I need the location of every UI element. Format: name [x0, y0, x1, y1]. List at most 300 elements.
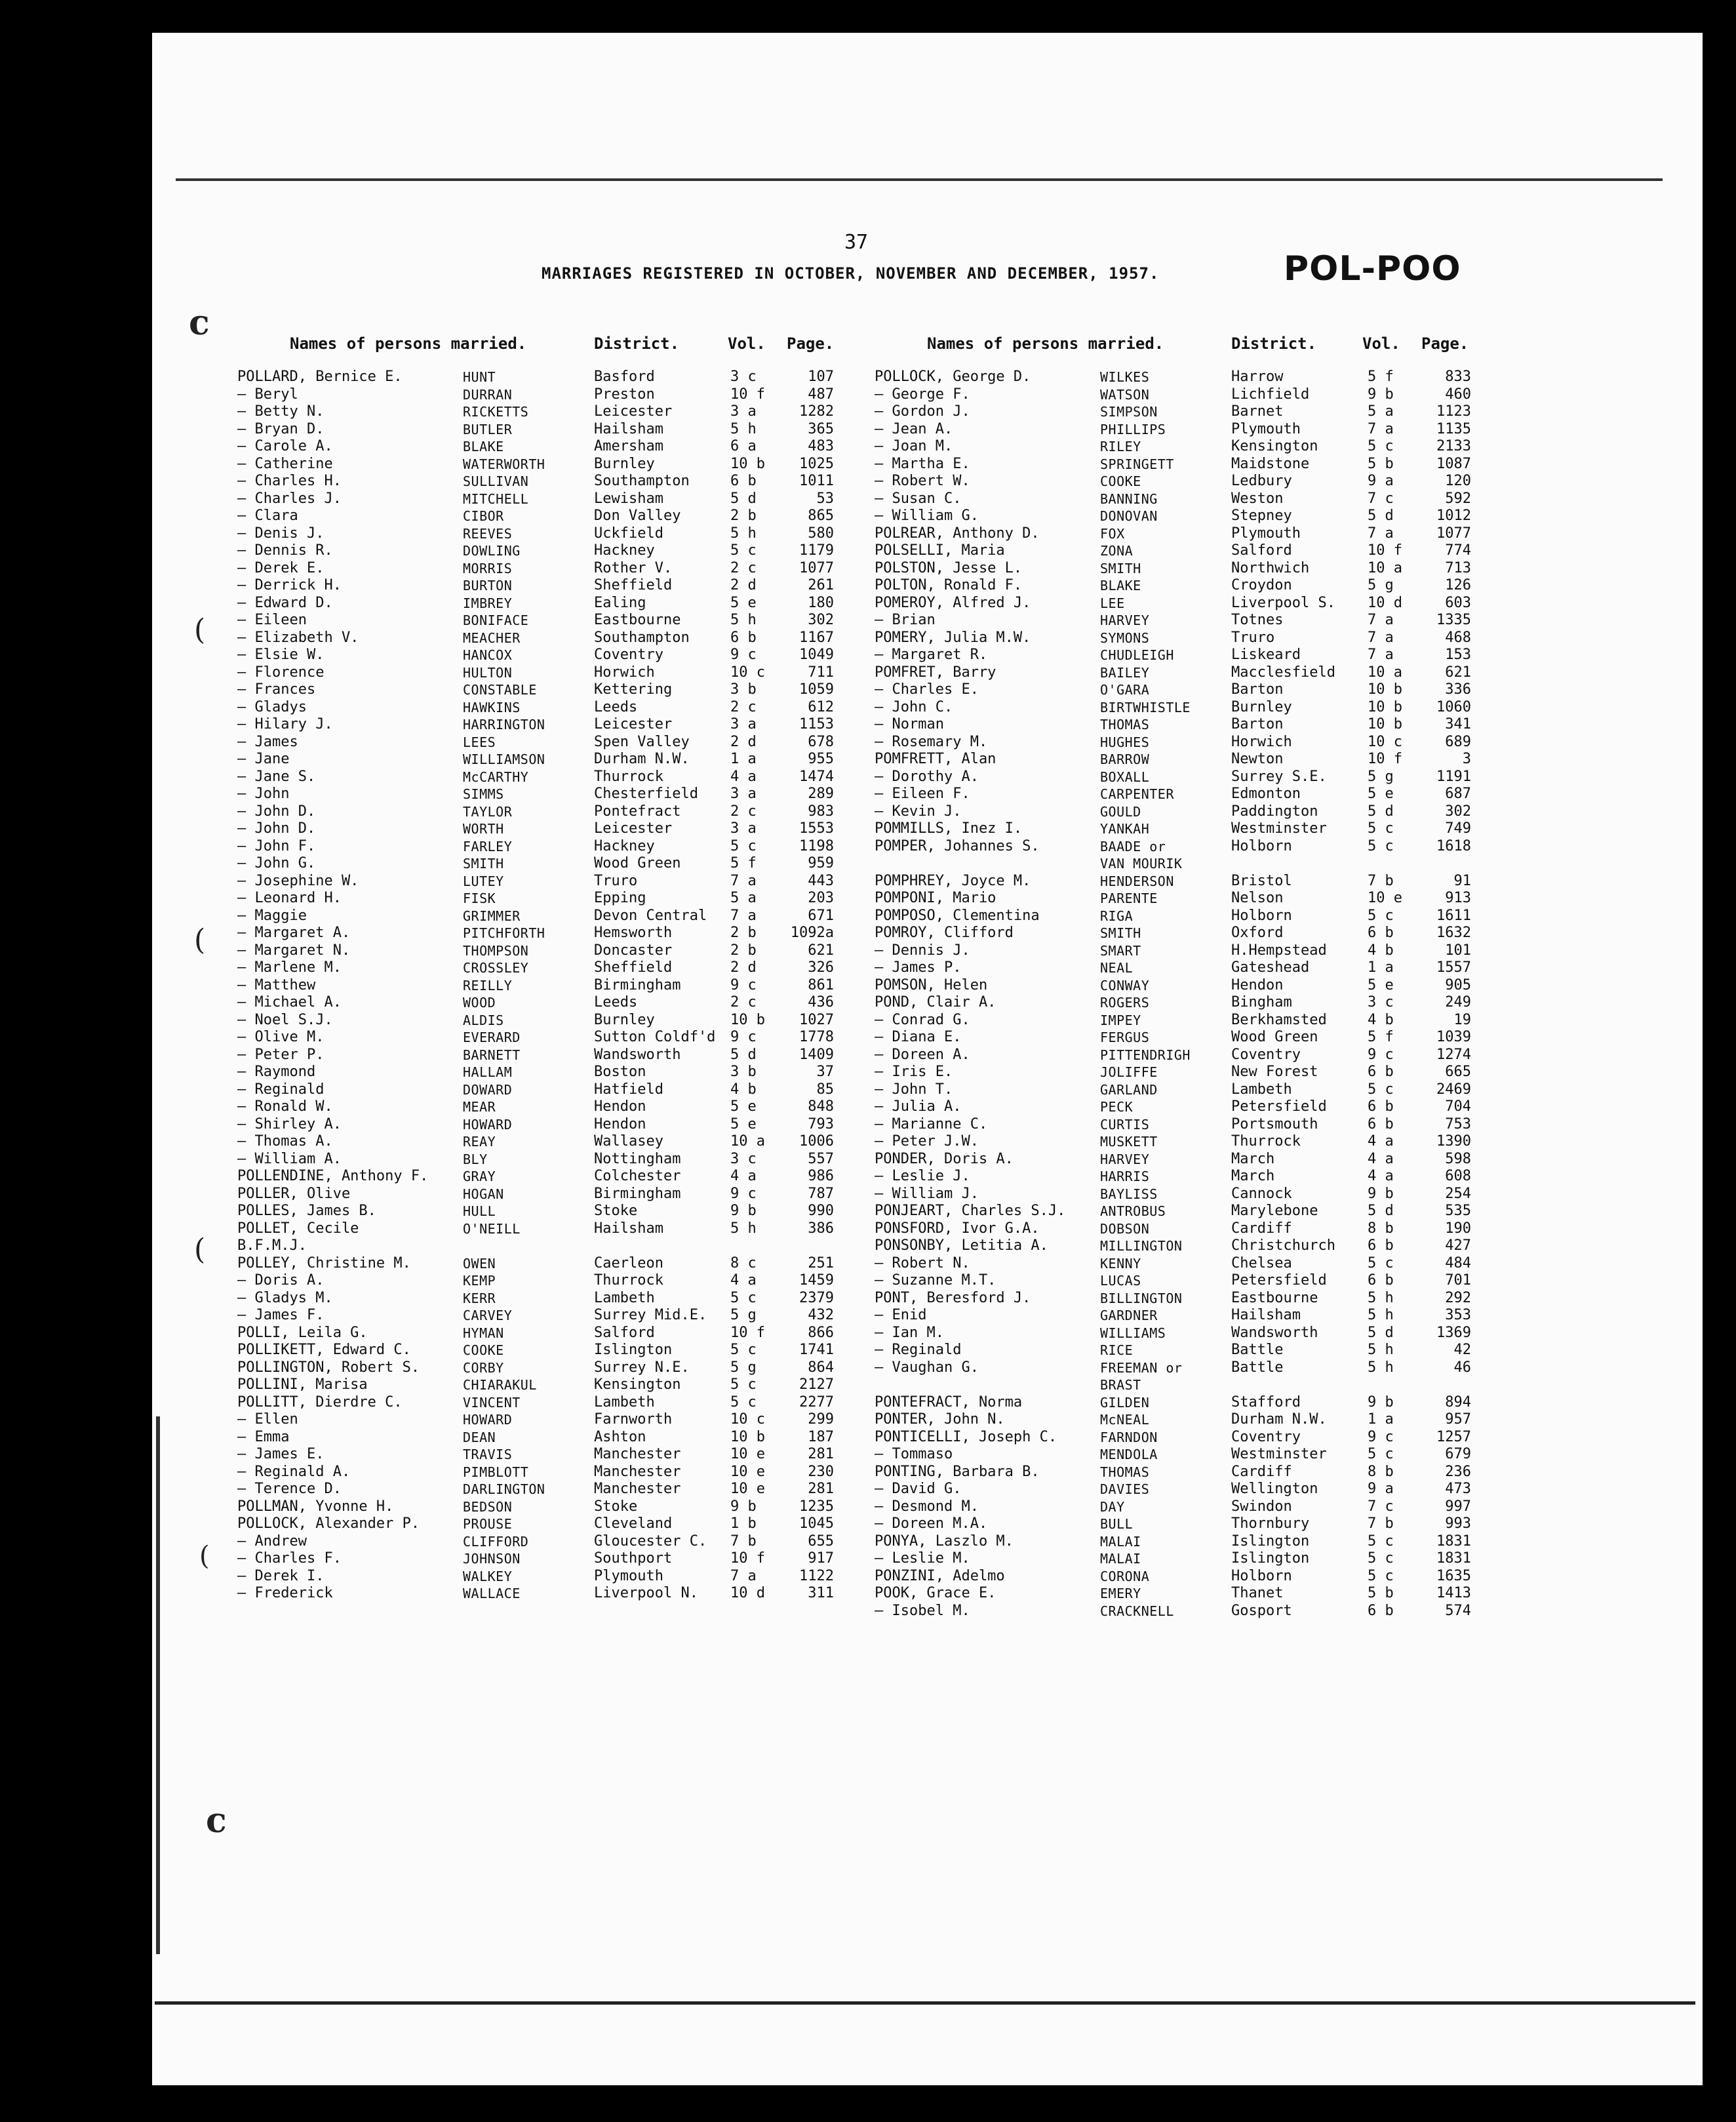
entry-spouse-surname: RIGA [1100, 908, 1134, 924]
entry-name: — Florence [237, 664, 325, 681]
register-entry [237, 769, 840, 786]
entry-volume: 10 b [1368, 681, 1402, 698]
entry-volume: 5 f [730, 855, 757, 871]
entry-name: — Jane [237, 751, 290, 767]
entry-volume: 10 b [1368, 698, 1402, 715]
entry-page: 612 [808, 698, 834, 715]
entry-page: 353 [1445, 1307, 1471, 1323]
entry-page: 251 [808, 1254, 834, 1271]
entry-page: 336 [1445, 681, 1471, 698]
register-entry [875, 490, 1478, 508]
entry-name: — John C. [875, 698, 953, 715]
entry-volume: 5 d [1368, 1324, 1394, 1341]
entry-page: 1087 [1436, 455, 1471, 472]
entry-district: Holborn [1231, 1567, 1292, 1584]
entry-name: — Diana E. [875, 1029, 962, 1045]
entry-volume: 2 c [730, 994, 757, 1011]
entry-volume: 10 e [730, 1481, 765, 1497]
entry-volume: 7 a [1368, 647, 1394, 663]
entry-page: 1153 [799, 716, 834, 732]
register-entry [875, 1342, 1478, 1359]
entry-name: — Gladys M. [237, 1289, 333, 1306]
entry-spouse-surname: WATSON [1100, 386, 1150, 403]
entry-district: Croydon [1231, 577, 1292, 593]
entry-volume: 5 c [730, 1393, 757, 1411]
entry-district: Hemsworth [594, 925, 673, 941]
entry-district: Harrow [1231, 369, 1284, 385]
entry-name: — Derek E. [237, 559, 325, 576]
entry-spouse-surname: CARPENTER [1100, 786, 1174, 802]
entry-name: — Edward D. [237, 594, 333, 611]
entry-district: Hackney [594, 837, 655, 854]
entry-name: — Reginald [875, 1342, 962, 1358]
entry-page: 19 [1453, 1011, 1471, 1028]
entry-volume: 7 b [730, 1532, 757, 1550]
entry-page: 861 [808, 976, 834, 993]
register-entry [875, 1012, 1478, 1030]
entry-district: Stoke [594, 1203, 638, 1219]
entry-district: Manchester [594, 1481, 681, 1497]
register-entry [875, 1133, 1478, 1151]
entry-name: POLREAR, Anthony D. [875, 525, 1040, 542]
register-entry [875, 855, 1478, 873]
entry-district: Horwich [594, 664, 655, 681]
entry-page: 427 [1445, 1237, 1471, 1254]
entry-spouse-surname: NEAL [1100, 960, 1134, 976]
entry-district: Barton [1231, 716, 1284, 732]
entry-district: Rother V. [594, 559, 673, 576]
entry-spouse-surname: BIRTWHISTLE [1100, 699, 1191, 715]
register-entry [237, 1290, 840, 1308]
entry-name: POMERY, Julia M.W. [875, 629, 1031, 646]
entry-spouse-surname: SMART [1100, 942, 1141, 959]
entry-page: 203 [808, 890, 834, 906]
register-entry [875, 890, 1478, 908]
entry-page: 865 [808, 508, 834, 524]
entry-district: Paddington [1231, 803, 1318, 820]
entry-volume: 6 a [730, 438, 757, 454]
register-entry [237, 403, 840, 421]
entry-volume: 1 a [730, 751, 757, 767]
entry-name: — Ronald W. [237, 1098, 333, 1115]
register-entry [237, 1342, 840, 1359]
register-entry [875, 769, 1478, 786]
entry-volume: 5 g [1368, 768, 1394, 785]
entry-page: 753 [1445, 1115, 1471, 1132]
entry-district: Kensington [594, 1376, 681, 1393]
entry-district: Surrey S.E. [1231, 768, 1327, 785]
entry-name: PONTEFRACT, Norma [875, 1393, 1023, 1411]
entry-page: 484 [1445, 1254, 1471, 1271]
register-entry [875, 820, 1478, 838]
entry-name: — Susan C. [875, 490, 962, 507]
entry-volume: 5 h [730, 1220, 757, 1237]
entry-volume: 2 d [730, 577, 757, 593]
register-entry [875, 1568, 1478, 1586]
register-entry [875, 1237, 1478, 1255]
entry-spouse-surname: RICKETTS [463, 404, 529, 420]
entry-volume: 4 a [1368, 1133, 1394, 1150]
entry-page: 833 [1445, 369, 1471, 385]
register-entry [875, 386, 1478, 404]
entry-district: Manchester [594, 1463, 681, 1480]
entry-spouse-surname: BAYLISS [1100, 1186, 1158, 1202]
register-entry [237, 890, 840, 908]
register-entry [875, 994, 1478, 1012]
entry-district: Spen Valley [594, 733, 690, 750]
entry-page: 986 [808, 1168, 834, 1184]
register-entry [875, 1290, 1478, 1308]
entry-district: Lichfield [1231, 386, 1310, 403]
entry-volume: 6 b [1368, 1237, 1394, 1254]
entry-name: — Enid [875, 1307, 927, 1323]
entry-volume: 7 b [1368, 1515, 1394, 1532]
entry-spouse-surname: HOWARD [463, 1412, 513, 1428]
register-entry [875, 1116, 1478, 1134]
entry-spouse-surname: PITCHFORTH [463, 925, 545, 941]
entry-spouse-surname: BLY [463, 1151, 488, 1167]
entry-page: 1335 [1436, 612, 1471, 628]
entry-district: Colchester [594, 1168, 681, 1184]
entry-district: Hackney [594, 542, 655, 559]
entry-district: Leeds [594, 994, 638, 1011]
header-district: District. [594, 334, 680, 353]
entry-name: — Derek I. [237, 1567, 325, 1584]
entry-spouse-surname: DAVIES [1100, 1481, 1150, 1497]
entry-name: — Bryan D. [237, 420, 325, 437]
entry-spouse-surname: LUTEY [463, 873, 504, 889]
entry-name: PONDER, Doris A. [875, 1150, 1014, 1167]
entry-district: Edmonton [1231, 786, 1301, 802]
entry-spouse-surname: ANTROBUS [1100, 1203, 1166, 1219]
register-entry [237, 1515, 840, 1533]
entry-page: 326 [808, 959, 834, 976]
entry-name: — Isobel M. [875, 1602, 970, 1619]
entry-spouse-surname: LEE [1100, 595, 1125, 611]
entry-spouse-surname: VAN MOURIK [1100, 856, 1183, 871]
page-title: MARRIAGES REGISTERED IN OCTOBER, NOVEMBER AND DECEMBER, 1957. [542, 264, 1160, 283]
entry-name: — Vaughan G. [875, 1359, 979, 1376]
entry-volume: 1 a [1368, 1411, 1394, 1428]
entry-spouse-surname: KENNY [1100, 1255, 1141, 1271]
entry-volume: 5 h [730, 612, 757, 628]
register-entry [237, 630, 840, 647]
entry-spouse-surname: DARLINGTON [463, 1481, 545, 1497]
entry-name: — John D. [237, 803, 316, 820]
entry-spouse-surname: ROGERS [1100, 995, 1150, 1011]
entry-volume: 10 c [730, 1411, 765, 1428]
entry-spouse-surname: ALDIS [463, 1012, 504, 1028]
header-names: Names of persons married. [927, 334, 1164, 353]
register-entry [237, 1168, 840, 1186]
entry-district: Eastbourne [1231, 1289, 1318, 1306]
entry-name: — Carole A. [237, 438, 333, 454]
entry-district: Totnes [1231, 612, 1284, 628]
entry-page: 1831 [1436, 1532, 1471, 1550]
entry-spouse-surname: WILKES [1100, 369, 1150, 385]
register-entry [237, 1012, 840, 1030]
entry-spouse-surname: HYMAN [463, 1325, 504, 1341]
punch-mark: c [206, 1801, 227, 1841]
entry-page: 468 [1445, 629, 1471, 646]
entry-volume: 5 c [1368, 1532, 1394, 1550]
entry-district: Burnley [1231, 698, 1292, 715]
entry-volume: 4 a [730, 1272, 757, 1289]
entry-district: Kensington [1231, 438, 1318, 454]
entry-page: 341 [1445, 716, 1471, 732]
entry-spouse-surname: WALLACE [463, 1586, 521, 1601]
entry-name: — Emma [237, 1428, 290, 1445]
register-entry [875, 1272, 1478, 1290]
entry-name: — Gordon J. [875, 403, 970, 420]
entry-page: 959 [808, 855, 834, 871]
entry-page: 1459 [799, 1272, 834, 1289]
register-entry [237, 508, 840, 525]
register-entry [875, 664, 1478, 682]
entry-spouse-surname: WATERWORTH [463, 456, 545, 472]
entry-spouse-surname: BAILEY [1100, 664, 1150, 681]
register-entry [875, 1464, 1478, 1481]
register-entry [237, 421, 840, 439]
entry-volume: 5 h [730, 525, 757, 542]
entry-page: 704 [1445, 1098, 1471, 1115]
entry-volume: 5 c [1368, 820, 1394, 837]
entry-page: 1011 [799, 473, 834, 489]
entry-volume: 5 f [1368, 369, 1394, 385]
register-entry [237, 1186, 840, 1203]
entry-page: 1135 [1436, 420, 1471, 437]
entry-district: Cannock [1231, 1185, 1292, 1202]
entry-volume: 2 d [730, 733, 757, 750]
entry-name: — Jean A. [875, 420, 953, 437]
entry-spouse-surname: JOLIFFE [1100, 1064, 1158, 1080]
entry-volume: 7 b [1368, 872, 1394, 889]
entry-name: — Noel S.J. [237, 1011, 333, 1028]
entry-page: 592 [1445, 490, 1471, 507]
entry-page: 37 [816, 1064, 834, 1080]
entry-volume: 5 d [730, 490, 757, 507]
register-entry [875, 1029, 1478, 1047]
entry-district: Stoke [594, 1498, 638, 1515]
entry-volume: 2 b [730, 925, 757, 941]
entry-district: Leeds [594, 698, 638, 715]
entry-district: Chelsea [1231, 1254, 1292, 1271]
entry-district: Thanet [1231, 1585, 1284, 1601]
entry-district: Birmingham [594, 1185, 681, 1202]
entry-name: — Robert W. [875, 473, 970, 489]
entry-district: March [1231, 1168, 1275, 1184]
entry-district: Durham N.W. [594, 751, 690, 767]
register-entry [237, 490, 840, 508]
entry-name: POLLINI, Marisa [237, 1376, 368, 1393]
entry-page: 997 [1445, 1498, 1471, 1515]
entry-page: 774 [1445, 542, 1471, 559]
punch-mark: ( [194, 1233, 206, 1266]
entry-volume: 4 a [1368, 1168, 1394, 1184]
entry-district: Barnet [1231, 403, 1284, 420]
entry-spouse-surname: DOBSON [1100, 1220, 1150, 1237]
entry-spouse-surname: MEAR [463, 1099, 496, 1115]
entry-district: Nottingham [594, 1150, 681, 1167]
entry-district: Wood Green [594, 855, 681, 871]
entry-volume: 5 e [730, 1098, 757, 1115]
entry-spouse-surname: WALKEY [463, 1568, 513, 1584]
entry-name: — James [237, 733, 298, 750]
register-entry [875, 1064, 1478, 1081]
entry-volume: 4 b [730, 1081, 757, 1098]
entry-volume: 5 d [730, 1046, 757, 1063]
register-entry [875, 508, 1478, 525]
register-entry [237, 1220, 840, 1238]
entry-district: Gateshead [1231, 959, 1310, 976]
register-entry [237, 1116, 840, 1134]
entry-spouse-surname: CIBOR [463, 508, 504, 524]
entry-volume: 10 f [730, 1550, 765, 1567]
entry-page: 655 [808, 1532, 834, 1550]
entry-name: — Frances [237, 681, 316, 698]
entry-page: 107 [808, 369, 834, 385]
entry-volume: 9 c [1368, 1428, 1394, 1445]
entry-spouse-surname: FARNDON [1100, 1429, 1158, 1445]
entry-district: Oxford [1231, 925, 1284, 941]
entry-spouse-surname: DEAN [463, 1429, 496, 1445]
entry-name: POLSELLI, Maria [875, 542, 1005, 559]
entry-spouse-surname: WILLIAMSON [463, 751, 545, 767]
entry-spouse-surname: SIMPSON [1100, 404, 1158, 420]
entry-page: 3 [1462, 751, 1471, 767]
entry-name: — James E. [237, 1446, 325, 1462]
entry-name: PONSONBY, Letitia A. [875, 1237, 1048, 1254]
register-entry [237, 1064, 840, 1081]
entry-page: 679 [1445, 1446, 1471, 1462]
entry-page: 864 [808, 1359, 834, 1376]
entry-spouse-surname: MEACHER [463, 630, 521, 646]
entry-spouse-surname: GRIMMER [463, 908, 521, 924]
punch-mark: ( [194, 923, 206, 957]
entry-district: March [1231, 1150, 1275, 1167]
entry-district: Wallasey [594, 1133, 663, 1150]
register-entry [237, 1307, 840, 1325]
entry-page: 1635 [1436, 1567, 1471, 1584]
entry-volume: 3 c [730, 1150, 757, 1167]
entry-volume: 5 h [1368, 1307, 1394, 1323]
register-entry [237, 1081, 840, 1099]
register-entry [237, 820, 840, 838]
entry-spouse-surname: CRACKNELL [1100, 1603, 1174, 1619]
entry-spouse-surname: GILDEN [1100, 1394, 1150, 1411]
register-entry [875, 1603, 1478, 1620]
entry-volume: 10 f [730, 1324, 765, 1341]
entry-district: Surrey Mid.E. [594, 1307, 707, 1323]
entry-spouse-surname: DOWLING [463, 543, 521, 559]
register-entry [875, 959, 1478, 977]
entry-spouse-surname: DAY [1100, 1498, 1125, 1515]
entry-volume: 10 c [730, 664, 765, 681]
entry-page: 1369 [1436, 1324, 1471, 1341]
register-entry [237, 838, 840, 856]
entry-name: — John [237, 786, 290, 802]
register-entry [237, 386, 840, 404]
entry-spouse-surname: WORTH [463, 821, 504, 837]
register-entry [875, 577, 1478, 595]
binding-edge [156, 1416, 160, 1954]
entry-name: — Eileen F. [875, 786, 970, 802]
entry-page: 180 [808, 594, 834, 611]
register-entry [875, 751, 1478, 769]
entry-page: 621 [1445, 664, 1471, 681]
register-entry [237, 873, 840, 891]
entry-name: — Thomas A. [237, 1133, 333, 1150]
register-entry [237, 1498, 840, 1516]
entry-name: — Olive M. [237, 1029, 325, 1045]
entry-name: — Brian [875, 612, 936, 628]
entry-name: — John T. [875, 1081, 953, 1098]
register-entry [875, 647, 1478, 664]
entry-page: 957 [1445, 1411, 1471, 1428]
entry-district: Farnworth [594, 1411, 673, 1428]
register-entry [875, 1359, 1478, 1377]
entry-name: POMPOSO, Clementina [875, 907, 1040, 924]
register-entry [237, 751, 840, 769]
register-entry [875, 1220, 1478, 1238]
header-vol: Vol. [728, 334, 766, 353]
entry-name: PONYA, Laszlo M. [875, 1532, 1014, 1550]
left-column [237, 334, 840, 1603]
entry-page: 1741 [799, 1342, 834, 1358]
entry-name: — William J. [875, 1185, 979, 1202]
entry-district: Maidstone [1231, 455, 1310, 472]
entry-volume: 9 c [730, 647, 757, 663]
entry-district: Portsmouth [1231, 1115, 1318, 1132]
register-entry [875, 699, 1478, 717]
register-entry [875, 1585, 1478, 1603]
entry-district: Don Valley [594, 508, 681, 524]
entry-spouse-surname: O'GARA [1100, 682, 1150, 698]
entry-name: — Beryl [237, 386, 298, 403]
entry-spouse-surname: HANCOX [463, 647, 513, 663]
entry-name: — Norman [875, 716, 944, 732]
entry-page: 46 [1453, 1359, 1471, 1376]
entry-volume: 3 c [730, 369, 757, 385]
entry-spouse-surname: MILLINGTON [1100, 1238, 1183, 1254]
register-entry [237, 1151, 840, 1169]
entry-name: — Margaret A. [237, 925, 351, 941]
register-entry [237, 577, 840, 595]
entry-volume: 4 b [1368, 942, 1394, 959]
entry-page: 311 [808, 1585, 834, 1601]
entry-spouse-surname: SIMMS [463, 786, 504, 802]
entry-spouse-surname: SYMONS [1100, 630, 1150, 646]
entry-district: Salford [594, 1324, 655, 1341]
page-number: 37 [844, 231, 869, 254]
entry-name: — Gladys [237, 698, 307, 715]
entry-district: Nelson [1231, 890, 1284, 906]
register-entry [237, 1133, 840, 1151]
entry-name: PONT, Beresford J. [875, 1289, 1031, 1306]
entry-spouse-surname: HENDERSON [1100, 873, 1174, 889]
entry-name: POLLET, Cecile [237, 1220, 359, 1237]
entry-spouse-surname: SMITH [1100, 925, 1141, 941]
entry-page: 299 [808, 1411, 834, 1428]
entry-district: Liverpool S. [1231, 594, 1335, 611]
entry-spouse-surname: TRAVIS [463, 1447, 513, 1462]
entry-name: — Desmond M. [875, 1498, 979, 1515]
entry-district: Salford [1231, 542, 1292, 559]
entry-district: Horwich [1231, 733, 1292, 750]
entry-name: — David G. [875, 1481, 962, 1497]
register-entry [237, 959, 840, 977]
entry-volume: 9 b [730, 1498, 757, 1515]
